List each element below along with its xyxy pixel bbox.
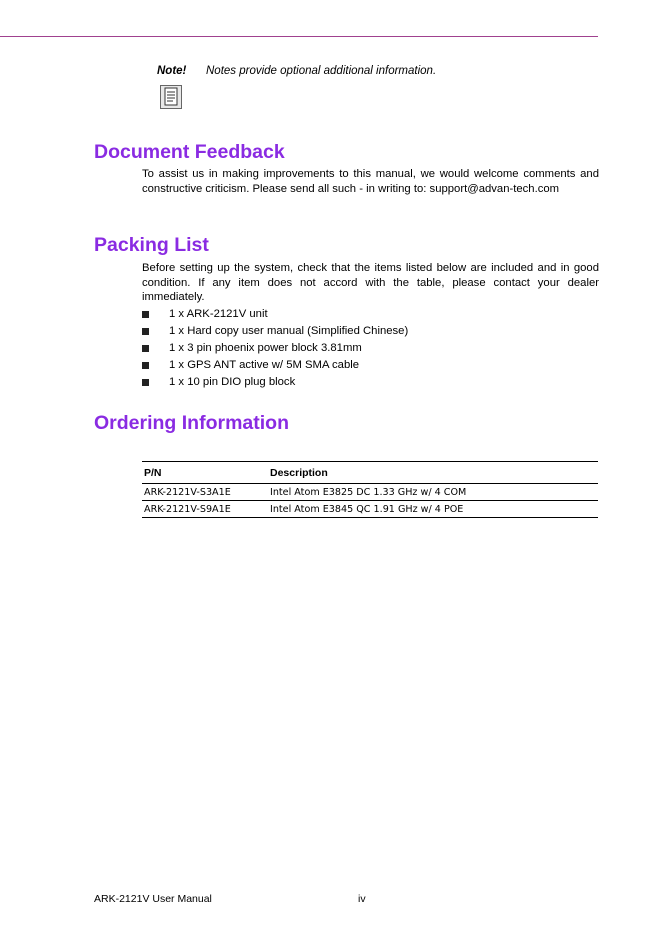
cell-description: Intel Atom E3845 QC 1.91 GHz w/ 4 POE [268, 501, 598, 518]
note-document-icon [160, 85, 182, 109]
bullet-square-icon [142, 328, 149, 335]
packing-list [142, 306, 408, 391]
packing-paragraph: Before setting up the system, check that the items listed below are included and in good condition. If any item does not accord with the table, please contact your dealer immediately. [142, 262, 599, 303]
footer-manual-title: ARK-2121V User Manual [94, 893, 212, 905]
table-row [142, 501, 598, 518]
cell-pn: ARK-2121V-S9A1E [142, 501, 268, 518]
cell-description: Intel Atom E3825 DC 1.33 GHz w/ 4 COM [268, 484, 598, 501]
note-label: Note! [157, 65, 187, 77]
note-text: Notes provide optional additional information. [206, 65, 437, 77]
list-item: 1 x Hard copy user manual (Simplified Chinese) [142, 323, 408, 340]
list-item: 1 x ARK-2121V unit [142, 306, 408, 323]
ordering-information-heading: Ordering Information [94, 412, 289, 434]
list-item: 1 x GPS ANT active w/ 5M SMA cable [142, 357, 408, 374]
header-rule [0, 36, 598, 37]
bullet-square-icon [142, 345, 149, 352]
table-row [142, 484, 598, 501]
footer-page-number: iv [358, 893, 366, 905]
packing-list-heading: Packing List [94, 234, 209, 256]
ordering-table [142, 461, 598, 518]
column-header-description: Description [268, 462, 598, 484]
feedback-paragraph: To assist us in making improvements to this manual, we would welcome comments and constructive criticism. Please send all such - in writing to: support@advan-tech.com [142, 168, 599, 195]
list-item: 1 x 3 pin phoenix power block 3.81mm [142, 340, 408, 357]
document-feedback-heading: Document Feedback [94, 141, 285, 163]
list-item: 1 x 10 pin DIO plug block [142, 374, 408, 391]
cell-pn: ARK-2121V-S3A1E [142, 484, 268, 501]
table-header-row [142, 462, 598, 484]
column-header-pn: P/N [142, 462, 268, 484]
bullet-square-icon [142, 362, 149, 369]
bullet-square-icon [142, 379, 149, 386]
bullet-square-icon [142, 311, 149, 318]
